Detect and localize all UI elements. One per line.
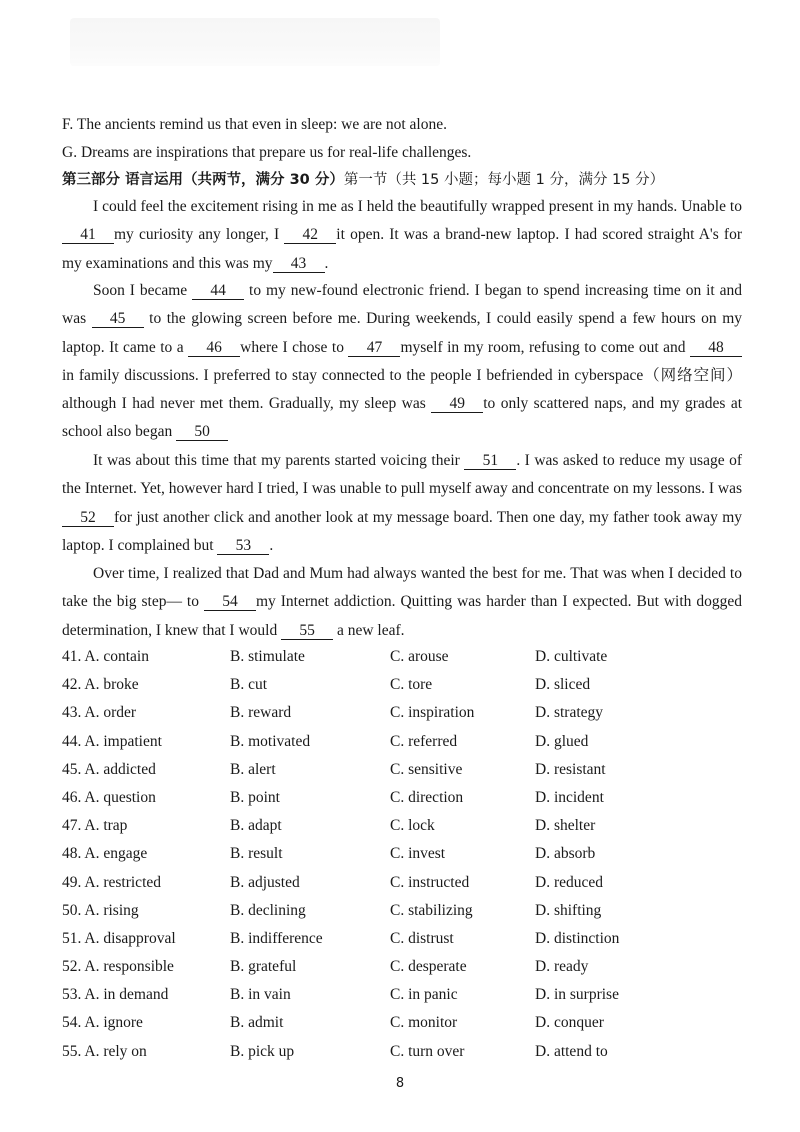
- passage-text: myself in my room, refusing to come out and: [400, 338, 686, 356]
- passage-text: .: [269, 536, 274, 554]
- option-c: C. sensitive: [390, 760, 463, 778]
- option-a: 53. A. in demand: [62, 986, 169, 1004]
- passage-paragraph-4: [62, 560, 742, 645]
- blank-55: 55: [281, 622, 333, 640]
- passage-text: Soon I became: [93, 282, 188, 299]
- blank-43: 43: [273, 255, 325, 273]
- passage-paragraph-3: [62, 447, 742, 560]
- option-c: C. direction: [390, 788, 464, 806]
- option-a: 50. A. rising: [62, 901, 139, 919]
- passage-text: it open. It was a brand-new laptop. I had scored straight A's for my examinations and this was my: [62, 226, 743, 272]
- option-b: B. pick up: [230, 1042, 295, 1060]
- option-a: 43. A. order: [62, 704, 137, 722]
- blank-52: 52: [62, 509, 114, 527]
- option-c: C. instructed: [390, 873, 470, 891]
- passage-text: where I chose to: [240, 338, 344, 356]
- blank-51: 51: [464, 452, 516, 470]
- blank-54: 54: [204, 593, 256, 611]
- section-subheading: 第一节（共 15 小题；每小题 1 分，满分 15 分）: [343, 172, 665, 188]
- option-d: D. in surprise: [535, 986, 619, 1004]
- option-d: D. reduced: [535, 873, 603, 891]
- option-b: B. reward: [230, 704, 292, 722]
- answer-options: [62, 647, 702, 1070]
- option-a: 49. A. restricted: [62, 873, 162, 891]
- option-a: 41. A. contain: [62, 648, 149, 665]
- option-b: B. point: [230, 788, 280, 806]
- section-heading-bold: 第三部分 语言运用（共两节，满分 30 分）: [62, 172, 344, 188]
- option-b: B. motivated: [230, 732, 311, 750]
- option-d: D. resistant: [535, 760, 606, 778]
- question-row: [62, 1013, 702, 1041]
- option-b: B. alert: [230, 760, 276, 778]
- passage-text: to only scattered naps, and my grades at school also began: [62, 395, 743, 441]
- passage-text: to my new-found electronic friend. I began to spend increasing time on it and was: [62, 282, 743, 328]
- question-row: [62, 732, 702, 760]
- option-b: B. adjusted: [230, 873, 300, 891]
- passage-paragraph-2: [62, 277, 742, 447]
- page-number: 8: [395, 1076, 405, 1091]
- option-c: C. invest: [390, 845, 446, 863]
- option-d: D. cultivate: [535, 648, 608, 665]
- option-c: C. inspiration: [390, 704, 475, 722]
- passage-text: . I was asked to reduce my usage of the Internet. Yet, however hard I tried, I was unable to pull myself away and concentrate on my lessons. I was: [62, 452, 742, 498]
- question-row: [62, 788, 702, 816]
- blank-53: 53: [217, 537, 269, 555]
- option-a: 51. A. disapproval: [62, 929, 176, 947]
- option-b: B. result: [230, 845, 283, 863]
- option-a: 54. A. ignore: [62, 1014, 143, 1032]
- option-d: D. glued: [535, 732, 589, 750]
- option-b: B. admit: [230, 1014, 284, 1032]
- option-b: B. indifference: [230, 929, 323, 947]
- option-a: 47. A. trap: [62, 817, 128, 835]
- option-b: B. adapt: [230, 817, 282, 835]
- question-row: [62, 1042, 702, 1070]
- option-c: C. turn over: [390, 1042, 465, 1060]
- option-c: C. lock: [390, 817, 435, 835]
- passage-text: a new leaf.: [336, 621, 405, 639]
- question-row: [62, 957, 702, 985]
- passage-text: in family discussions. I preferred to stay connected to the people I befriended in cyberspace（网络空间）although I had never met them. Gradually, my sleep was: [62, 366, 742, 413]
- option-a: 52. A. responsible: [62, 958, 174, 976]
- option-d: D. absorb: [535, 845, 596, 863]
- option-b: B. stimulate: [230, 648, 305, 665]
- question-row: [62, 647, 702, 675]
- blank-41: 41: [62, 226, 114, 244]
- question-row: [62, 929, 702, 957]
- option-b: B. declining: [230, 901, 306, 919]
- blank-49: 49: [431, 395, 483, 413]
- option-c: C. monitor: [390, 1014, 458, 1032]
- passage-text: for just another click and another look at my message board. Then one day, my father took away my laptop. I complained but: [62, 508, 742, 554]
- option-c: C. distrust: [390, 929, 454, 947]
- option-c: C. desperate: [390, 958, 467, 976]
- option-c: C. stabilizing: [390, 901, 473, 919]
- option-a: 42. A. broke: [62, 676, 139, 694]
- option-a: 46. A. question: [62, 788, 156, 806]
- option-b: B. grateful: [230, 958, 297, 976]
- blank-47: 47: [348, 339, 400, 357]
- option-c: C. tore: [390, 676, 433, 694]
- option-a: 48. A. engage: [62, 845, 148, 863]
- blank-42: 42: [284, 226, 336, 244]
- blank-46: 46: [188, 339, 240, 357]
- question-row: [62, 901, 702, 929]
- passage-text: I could feel the excitement rising in me as I held the beautifully wrapped present in my hands. Unable to: [93, 198, 742, 215]
- question-row: [62, 816, 702, 844]
- matching-option-f: F. The ancients remind us that even in sleep: we are not alone.: [62, 116, 447, 133]
- question-row: [62, 675, 702, 703]
- passage-paragraph-1: [62, 193, 742, 278]
- option-d: D. attend to: [535, 1042, 608, 1060]
- question-row: [62, 873, 702, 901]
- question-row: [62, 703, 702, 731]
- option-d: D. sliced: [535, 676, 591, 694]
- option-d: D. distinction: [535, 929, 620, 947]
- option-d: D. incident: [535, 788, 604, 806]
- section-heading: [62, 170, 664, 190]
- passage-text: my Internet addiction. Quitting was harder than I expected. But with dogged determination, I knew that I would: [62, 593, 743, 639]
- question-row: [62, 844, 702, 872]
- blank-48: 48: [690, 339, 742, 357]
- blank-45: 45: [92, 310, 144, 328]
- question-row: [62, 760, 702, 788]
- option-d: D. ready: [535, 958, 589, 976]
- option-b: B. cut: [230, 676, 268, 694]
- option-c: C. referred: [390, 732, 458, 750]
- option-d: D. shelter: [535, 817, 596, 835]
- option-b: B. in vain: [230, 986, 291, 1004]
- option-a: 55. A. rely on: [62, 1042, 147, 1060]
- option-a: 45. A. addicted: [62, 760, 156, 778]
- option-d: D. strategy: [535, 704, 604, 722]
- option-d: D. conquer: [535, 1014, 604, 1032]
- question-row: [62, 985, 702, 1013]
- passage-text: to the glowing screen before me. During weekends, I could easily spend a few hours on my laptop. It came to a: [62, 310, 743, 356]
- faded-header-area: [70, 18, 440, 66]
- matching-option-g: G. Dreams are inspirations that prepare us for real-life challenges.: [62, 144, 472, 161]
- option-c: C. in panic: [390, 986, 458, 1004]
- option-d: D. shifting: [535, 901, 602, 919]
- passage-text: Over time, I realized that Dad and Mum had always wanted the best for me. That was when I decided to take the big step— to: [62, 565, 742, 611]
- passage-text: .: [324, 254, 329, 272]
- blank-50: 50: [176, 423, 228, 441]
- option-c: C. arouse: [390, 648, 449, 665]
- option-a: 44. A. impatient: [62, 732, 162, 750]
- passage-text: It was about this time that my parents started voicing their: [93, 452, 460, 469]
- passage-text: my curiosity any longer, I: [114, 226, 280, 244]
- blank-44: 44: [192, 282, 244, 300]
